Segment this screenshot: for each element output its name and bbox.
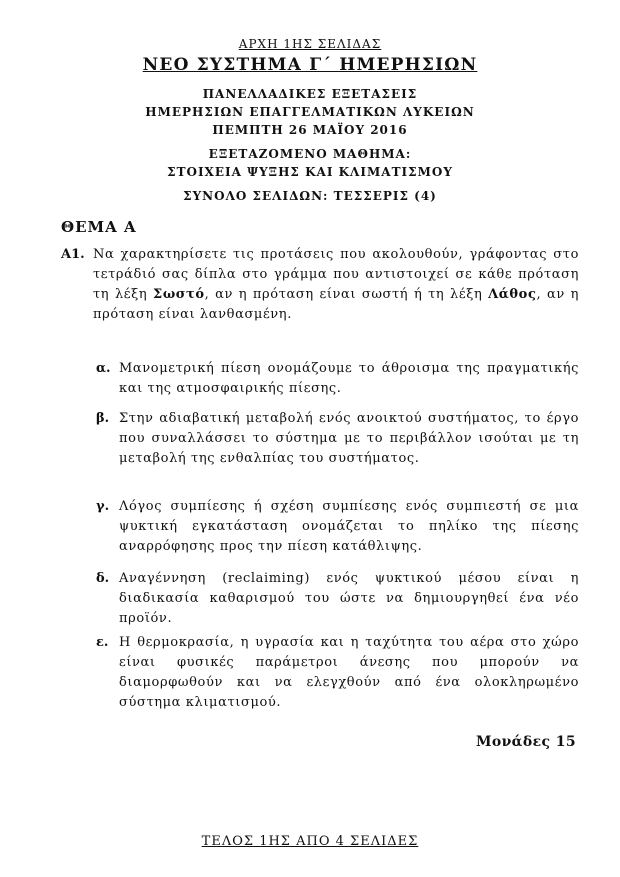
page-end-footer: ΤΕΛΟΣ 1ΗΣ ΑΠΟ 4 ΣΕΛΙΔΕΣ [201, 834, 419, 849]
statement-epsilon-text: Η θερμοκρασία, η υγρασία και η ταχύτητα του αέρα στο χώρο είναι φυσικές παράμετροι άνεσης που μπορούν να διαμορφωθούν και να ελεγχθούν από ένα ολοκληρωμένο σύστημα κλιματισμού. [119, 635, 579, 710]
statement-alpha-label: α. [96, 361, 111, 376]
correct-word: Σωστό [153, 287, 205, 302]
question-a1-label: Α1. [61, 247, 85, 262]
total-pages: ΣΥΝΟΛΟ ΣΕΛΙΔΩΝ: ΤΕΣΣΕΡΙΣ (4) [183, 189, 437, 203]
statement-alpha-text: Μανομετρική πίεση ονομάζουμε το άθροισμα της πραγματικής και της ατμοσφαιρικής πίεσης. [119, 361, 579, 396]
exam-line-2: ΗΜΕΡΗΣΙΩΝ ΕΠΑΓΓΕΛΜΑΤΙΚΩΝ ΛΥΚΕΙΩΝ [145, 105, 475, 119]
statement-gamma-text: Λόγος συμπίεσης ή σχέση συμπίεσης ενός συμπιεστή σε μια ψυκτική εγκατάσταση ονομάζεται το πηλίκο της πίεσης αναρρόφησης προς την πίεση κατάθλιψης. [119, 499, 579, 554]
statement-beta-label: β. [96, 411, 110, 426]
question-a1-instructions [93, 245, 579, 325]
statement-epsilon-label: ε. [96, 635, 109, 650]
exam-date: ΠΕΜΠΤΗ 26 ΜΑΪΟΥ 2016 [212, 123, 408, 137]
marks-label: Μονάδες 15 [475, 734, 576, 750]
wrong-word: Λάθος [488, 287, 537, 302]
exam-line-1: ΠΑΝΕΛΛΑΔΙΚΕΣ ΕΞΕΤΑΣΕΙΣ [202, 87, 418, 101]
subject-name: ΣΤΟΙΧΕΙΑ ΨΥΞΗΣ ΚΑΙ ΚΛΙΜΑΤΙΣΜΟΥ [167, 165, 453, 179]
a1-text-part-1: Να χαρακτηρίσετε τις προτάσεις που ακολουθούν, γράφοντας στο τετράδιό σας δίπλα στο γράμμα που αντιστοιχεί σε κάθε πρόταση τη λέξη [93, 247, 579, 302]
page-start-header: ΑΡΧΗ 1ΗΣ ΣΕΛΙΔΑΣ [238, 37, 382, 51]
a1-text-part-2: , αν η πρόταση είναι σωστή ή τη λέξη [204, 287, 489, 302]
subject-label: ΕΞΕΤΑΖΟΜΕΝΟ ΜΑΘΗΜΑ: [208, 147, 412, 161]
theme-title: ΘΕΜΑ Α [61, 218, 137, 236]
a1-text-part-3: , αν η πρόταση είναι λανθασμένη. [93, 287, 580, 322]
statement-beta-text: Στην αδιαβατική μεταβολή ενός ανοικτού συστήματος, το έργο που συναλλάσσει το σύστημα με το περιβάλλον ισούται με τη μεταβολή της ενθαλπίας του συστήματος. [119, 411, 579, 466]
statement-gamma-label: γ. [96, 499, 110, 514]
statement-delta-label: δ. [96, 571, 110, 586]
system-title: ΝΕΟ ΣΥΣΤΗΜΑ Γ΄ ΗΜΕΡΗΣΙΩΝ [142, 55, 478, 75]
statement-delta-text: Αναγέννηση (reclaiming) ενός ψυκτικού μέσου είναι η διαδικασία καθαρισμού του ώστε να δημιουργηθεί ένα νέο προϊόν. [119, 571, 579, 626]
